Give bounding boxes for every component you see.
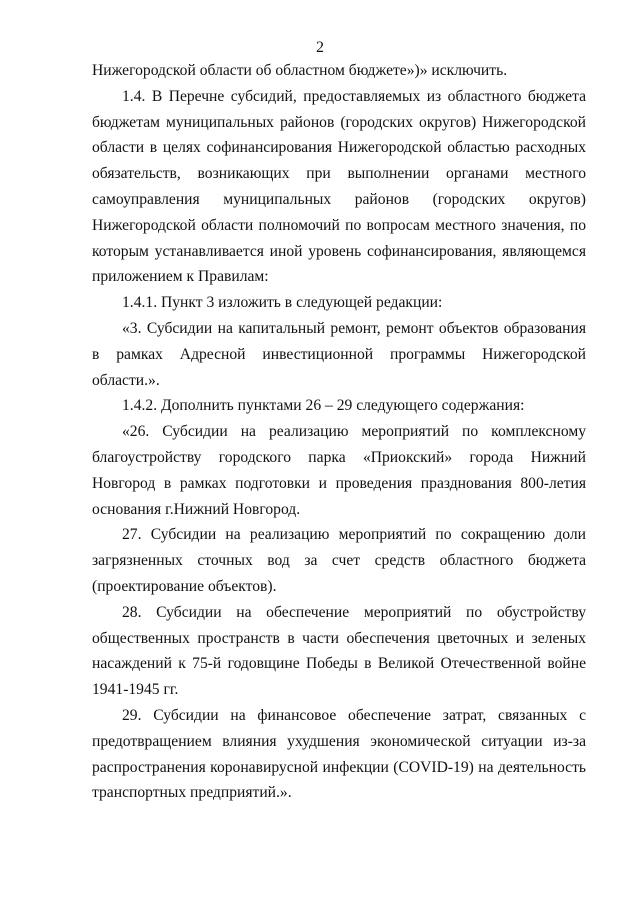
paragraph-1-4-2: 1.4.2. Дополнить пунктами 26 – 29 следующего содержания: [122, 397, 525, 415]
paragraph-1-4: 1.4. В Перечне субсидий, предоставляемых из областного бюджета бюджетам муниципальных районов (городских округов) Нижегородской области в целях софинансирования Нижегородской областью расходных обязательств, возникающих при выполнении органами местного самоуправления муниципальных районов (городских округов) Нижегородской области полномочий по вопросам местного значения, по которым устанавливается иной уровень софинансирования, являющемся приложением к Правилам: [92, 87, 586, 286]
paragraph-item-27: 27. Субсидии на реализацию мероприятий по сокращению доли загрязненных сточных вод за счет средств областного бюджета (проектирование объектов). [92, 526, 586, 595]
paragraph-1-4-1: 1.4.1. Пункт 3 изложить в следующей редакции: [122, 294, 443, 312]
paragraph-item-26: «26. Субсидии на реализацию мероприятий по комплексному благоустройству городского парка «Приокский» города Нижний Новгород в рамках подготовки и проведения празднования 800-летия основания г.Нижний Новгород. [92, 423, 586, 518]
paragraph-item-29: 29. Субсидии на финансовое обеспечение затрат, связанных с предотвращением влияния ухудшения экономической ситуации из-за распространения коронавирусной инфекции (COVID-19) на деятельность транспортных предприятий.». [92, 706, 586, 802]
document-body [92, 58, 586, 806]
page-number: 2 [316, 39, 324, 56]
paragraph-item-3: «3. Субсидии на капитальный ремонт, ремонт объектов образования в рамках Адресной инвестиционной программы Нижегородской области.». [92, 319, 586, 389]
paragraph-item-28: 28. Субсидии на обеспечение мероприятий по обустройству общественных пространств в части обеспечения цветочных и зеленых насаждений к 75-й годовщине Победы в Великой Отечественной войне 1941-1945 гг. [92, 603, 586, 699]
paragraph-continuation: Нижегородской области об областном бюджете»)» исключить. [92, 62, 508, 79]
